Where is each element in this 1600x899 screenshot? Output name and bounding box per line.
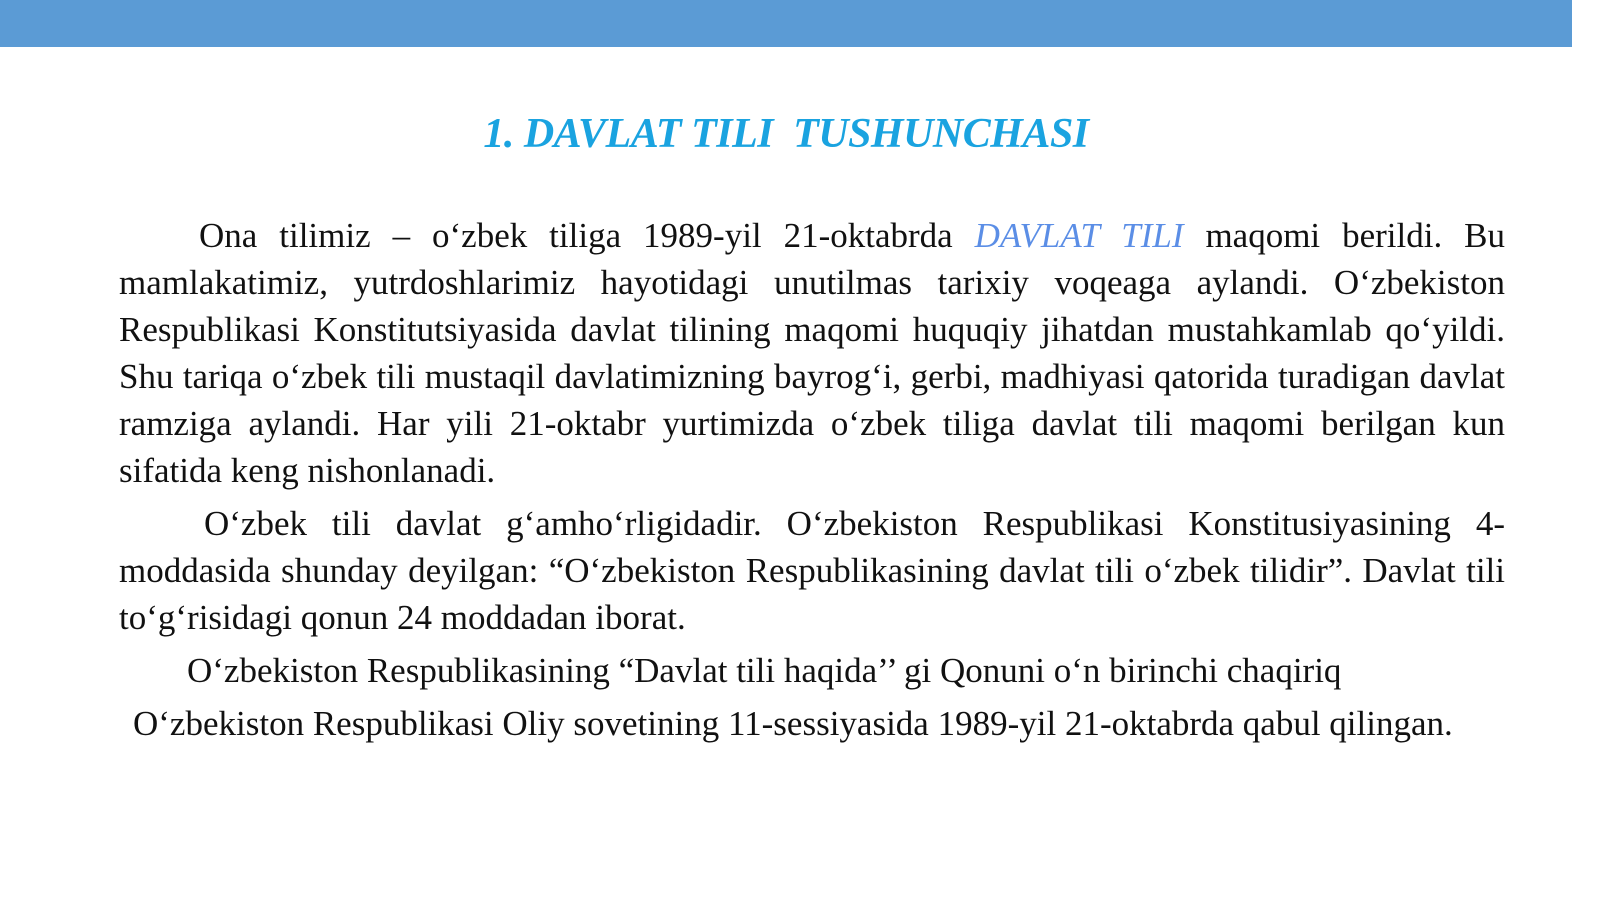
slide-body [119,212,1505,747]
paragraph-4: O‘zbekiston Respublikasi Oliy sovetining 11-sessiyasida 1989-yil 21-oktabrda qabul qilingan. [133,704,1453,743]
paragraph-3: O‘zbekiston Respublikasining “Davlat tili haqida’’ gi Qonuni o‘n birinchi chaqiriq [187,651,1342,690]
slide-title: 1. DAVLAT TILI TUSHUNCHASI [483,111,1089,157]
paragraph-1-rest: maqomi berildi. Bu mamlakatimiz, yutrdoshlarimiz hayotidagi unutilmas tarixiy voqeaga aylandi. O‘zbekiston Respublikasi Konstitutsiyasida davlat tilining maqomi huquqiy jihatdan mustahkamlab qo‘yildi. Shu tariqa o‘zbek tili mustaqil davlatimizning bayrog‘i, gerbi, madhiyasi qatorida turadigan davlat ramziga aylandi. Har yili 21-oktabr yurtimizda o‘zbek tiliga davlat tili maqomi berilgan kun sifatida keng nishonlanadi. [119,216,1505,490]
paragraph-2: O‘zbek tili davlat g‘amho‘rligidadir. O‘zbekiston Respublikasi Konstitusiyasining 4-moddasida shunday deyilgan: “O‘zbekiston Respublikasining davlat tili o‘zbek tilidir”. Davlat tili to‘g‘risidagi qonun 24 moddadan iborat. [119,504,1505,637]
davlat-tili-highlight: DAVLAT TILI [974,216,1184,255]
top-accent-bar [0,0,1572,47]
paragraph-1 [119,212,1505,494]
right-margin-strip [1572,0,1600,899]
paragraph-1-intro: Ona tilimiz – o‘zbek tiliga 1989-yil 21-oktabrda [199,216,975,255]
